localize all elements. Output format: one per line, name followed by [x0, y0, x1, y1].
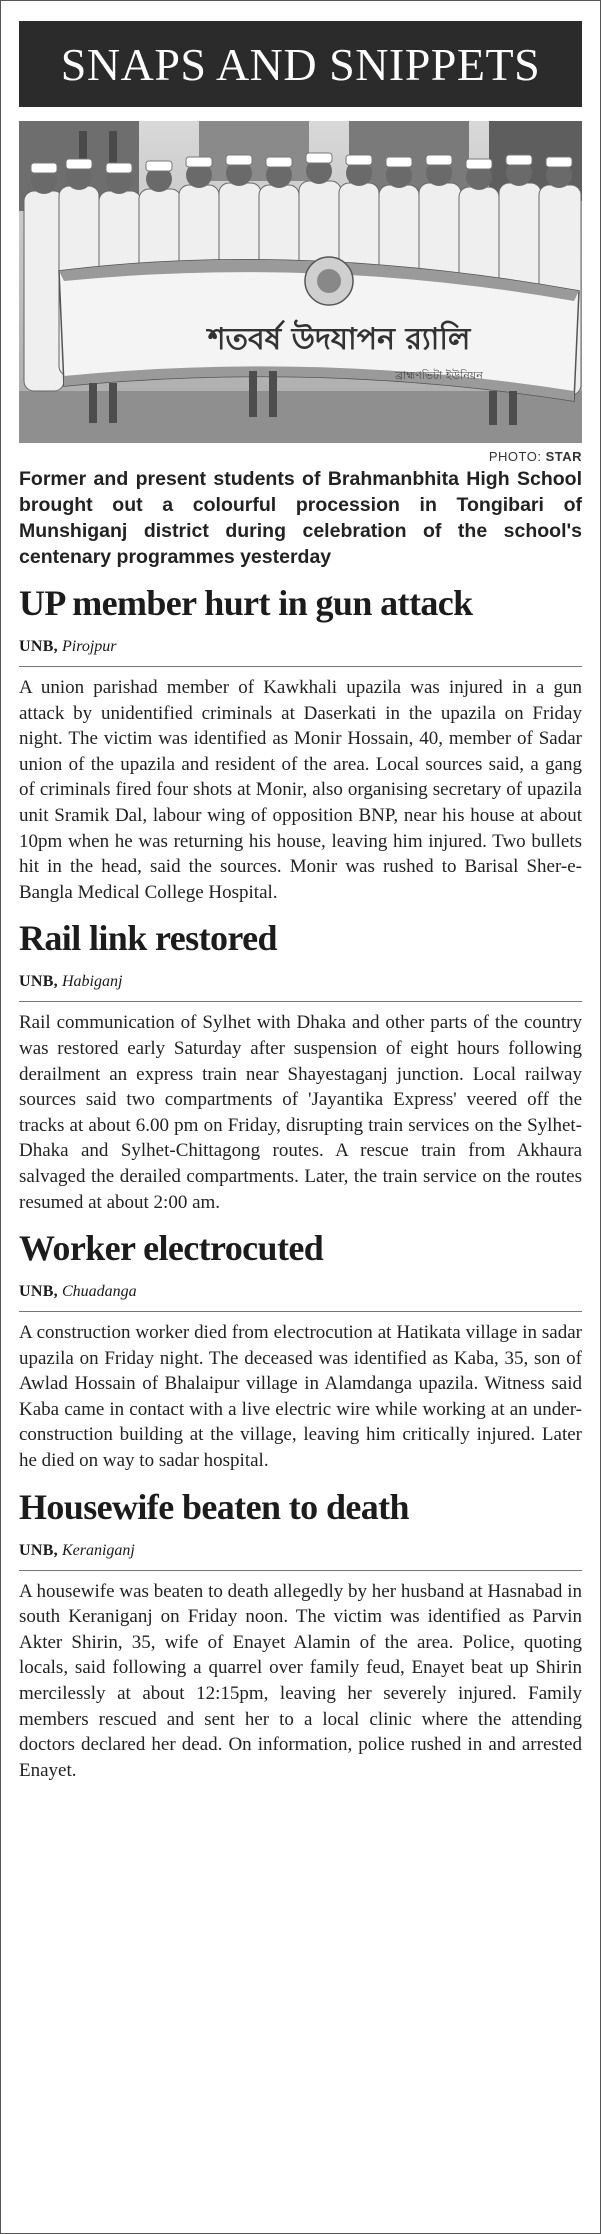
story-body: A union parishad member of Kawkhali upazila was injured in a gun attack by unidentified criminals at Daserkati in the upazila on Friday night. The victim was identified as Monir Hossain, 40, member of Sadar union of the upazila and resident of the area. Local sources said, a gang of criminals fired four shots at Monir, also organising secretary of upazila unit Sramik Dal, labour wing of opposition BNP, near his house at about 10pm when he was returning his house, leaving him injured. Two bullets hit in the head, said the sources. Monir was rushed to Barisal Sher-e-Bangla Medical College Hospital. [19, 677, 582, 903]
story-body: A housewife was beaten to death allegedly by her husband at Hasnabad in south Keraniganj on Friday noon. The victim was identified as Parvin Akter Shirin, 35, wife of Enayet Alamin of the area. Police, quoting locals, said following a quarrel over family feud, Enayet beat up Shirin mercilessly at about 12:15pm, leaving her severely injured. Family members rescued and sent her to a local clinic where the attending doctors declared her dead. On information, police rushed in and arrested Enayet. [19, 1580, 582, 1781]
photo-credit-label: PHOTO: [488, 449, 542, 464]
photo-banner-text: শতবর্ষ উদযাপন র‍্যালি [207, 322, 471, 357]
story-housewife [19, 1486, 582, 1784]
photo-credit-source: STAR [545, 449, 582, 464]
section-title: SNAPS AND SNIPPETS [60, 38, 541, 90]
procession-photo [19, 121, 582, 443]
story-headline: Worker electrocuted [19, 1228, 324, 1269]
story-dateline [19, 638, 582, 667]
story-rail-link [19, 917, 582, 1215]
story-up-member [19, 582, 582, 905]
story-worker-electrocuted [19, 1227, 582, 1474]
story-headline: UP member hurt in gun attack [19, 583, 473, 623]
photo-banner-subtext: ব্রাহ্মণভিটা ইউনিয়ন [395, 369, 483, 382]
story-headline: Rail link restored [19, 918, 277, 959]
story-body: A construction worker died from electrocution at Hatikata village in sadar upazila on Friday night. The deceased was identified as Kaba, 35, son of Awlad Hossain of Bhalaipur village in Alamdanga upazila. Witness said Kaba came in contact with a live electric wire while working at an under-construction building at the village, leaving him critically injured. Later he died on way to sadar hospital. [19, 1322, 582, 1472]
story-dateline [19, 1283, 582, 1312]
photo-credit [19, 449, 582, 464]
story-agency: UNB, [19, 1541, 58, 1559]
story-headline: Housewife beaten to death [19, 1486, 409, 1527]
story-dateline [19, 1542, 582, 1571]
photo-caption: Former and present students of Brahmanbhita High School brought out a colourful procession in Tongibari of Munshiganj district during celebration of the school's centenary programmes yesterday [19, 468, 582, 568]
story-agency: UNB, [19, 973, 58, 991]
story-agency: UNB, [19, 638, 58, 655]
story-dateline [19, 973, 582, 1002]
story-agency: UNB, [19, 1283, 58, 1301]
story-place: Pirojpur [61, 638, 117, 655]
story-body: Rail communication of Sylhet with Dhaka and other parts of the country was restored early Saturday after suspension of eight hours following derailment an express train near Shayestaganj junction. Local railway sources said two compartments of 'Jayantika Express' veered off the tracks at about 6.00 pm on Friday, disrupting train services on the Sylhet-Dhaka and Sylhet-Chittagong routes. A rescue train from Akhaura salvaged the derailed compartments. Later, the train service on the routes resumed at about 2:00 am. [19, 1012, 582, 1213]
story-place: Habiganj [61, 973, 123, 991]
section-banner [19, 21, 582, 107]
story-place: Keraniganj [61, 1541, 135, 1559]
story-place: Chuadanga [61, 1283, 137, 1301]
